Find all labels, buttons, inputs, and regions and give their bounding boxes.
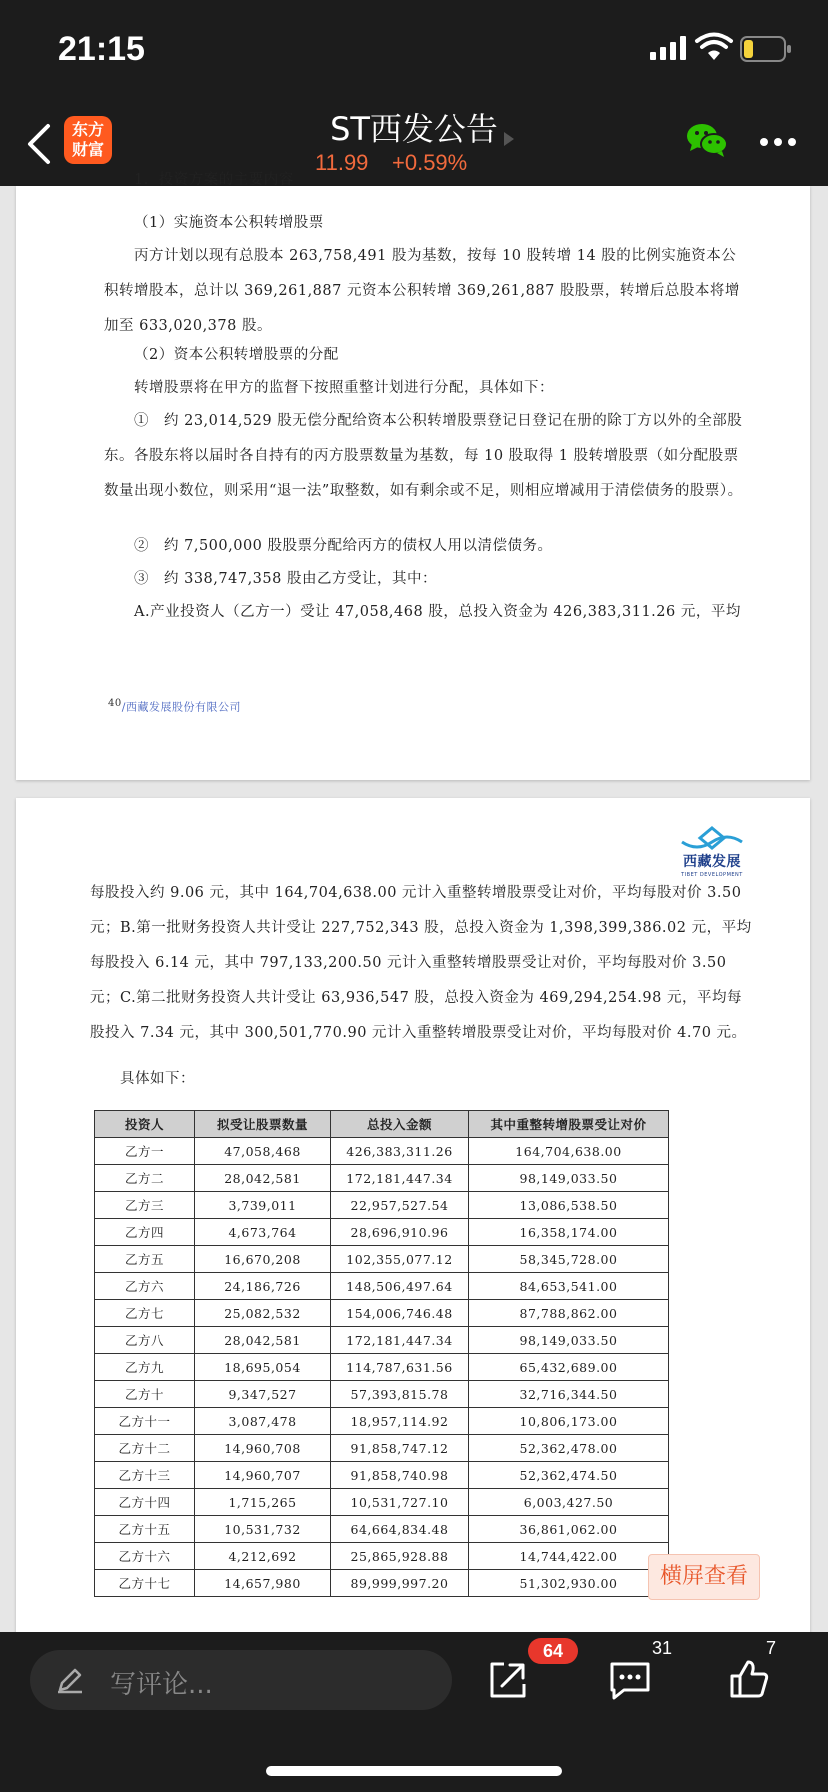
table-cell: 25,865,928.88 (331, 1543, 469, 1570)
heading-distribution: （2）资本公积转增股票的分配 (134, 347, 339, 363)
comment-input[interactable] (30, 1650, 452, 1710)
table-cell: 87,788,862.00 (469, 1300, 669, 1327)
table-row (95, 1516, 669, 1543)
table-row (95, 1192, 669, 1219)
section-heading-partial: 1．投资方案的主要内容 (134, 172, 294, 188)
table-cell: 65,432,689.00 (469, 1354, 669, 1381)
list-item-3: ③ 约 338,747,358 股由乙方受让，其中： (134, 571, 437, 587)
table-cell: 乙方十六 (95, 1543, 195, 1570)
status-time: 21:15 (58, 30, 145, 68)
table-cell: 28,042,581 (195, 1165, 331, 1192)
table-row (95, 1165, 669, 1192)
table-cell: 426,383,311.26 (331, 1138, 469, 1165)
home-indicator[interactable] (266, 1766, 562, 1776)
table-cell: 10,531,727.10 (331, 1489, 469, 1516)
header-shares: 拟受让股票数量 (195, 1111, 331, 1138)
play-triangle-icon[interactable] (502, 130, 516, 148)
paragraph-investors: 每股投入约 9.06 元，其中 164,704,638.00 元计入重整转增股票受让对价，平均每股对价 3.50 元；B.第一批财务投资人共计受让 227,752,343 股，总投入资金为 1,398,399,386.02 元，平均每股投入 6.14 元，其中 797,133,200.50 元计入重整转增股票受让对价，平均每股对价 3.50 元；C.第二批财务投资人共计受让 63,936,547 股，总投入资金为 469,294,254.98 元，平均每股投入 7.34 元，其中 300,501,770.90 元计入重整转增股票受让对价，平均每股对价 4.70 元。 (90, 885, 752, 1041)
page-number: 40 (108, 698, 122, 709)
table-row (95, 1327, 669, 1354)
table-cell: 乙方三 (95, 1192, 195, 1219)
table-cell: 乙方十三 (95, 1462, 195, 1489)
wechat-icon[interactable] (686, 122, 728, 158)
stock-change: +0.59% (392, 150, 468, 175)
table-cell: 6,003,427.50 (469, 1489, 669, 1516)
table-cell: 乙方十四 (95, 1489, 195, 1516)
table-cell: 52,362,478.00 (469, 1435, 669, 1462)
logo-line2: 财富 (71, 140, 104, 159)
table-cell: 22,957,527.54 (331, 1192, 469, 1219)
table-cell: 58,345,728.00 (469, 1246, 669, 1273)
table-row (95, 1408, 669, 1435)
table-cell: 10,806,173.00 (469, 1408, 669, 1435)
table-cell: 154,006,746.48 (331, 1300, 469, 1327)
battery-icon (740, 36, 792, 62)
table-row (95, 1462, 669, 1489)
table-cell: 84,653,541.00 (469, 1273, 669, 1300)
table-cell: 3,739,011 (195, 1192, 331, 1219)
table-cell: 148,506,497.64 (331, 1273, 469, 1300)
table-cell: 3,087,478 (195, 1408, 331, 1435)
table-cell: 52,362,474.50 (469, 1462, 669, 1489)
table-cell: 乙方九 (95, 1354, 195, 1381)
table-cell: 9,347,527 (195, 1381, 331, 1408)
table-body (95, 1138, 669, 1597)
header-investor: 投资人 (95, 1111, 195, 1138)
table-cell: 乙方十一 (95, 1408, 195, 1435)
table-cell: 89,999,997.20 (331, 1570, 469, 1597)
table-cell: 乙方七 (95, 1300, 195, 1327)
stock-title[interactable]: ST西发公告 (330, 110, 498, 148)
paragraph-capitalization: 丙方计划以现有总股本 263,758,491 股为基数，按每 10 股转增 14 股的比例实施资本公积转增股本，总计以 369,261,887 元资本公积转增 369,261,887 股股票，转增后总股本将增加至 633,020,378 股。 (104, 248, 740, 334)
table-header-row (95, 1111, 669, 1138)
paragraph-distribution: 转增股票将在甲方的监督下按照重整计划进行分配，具体如下： (134, 380, 554, 396)
share-count-badge: 64 (528, 1638, 578, 1664)
pencil-icon (56, 1666, 84, 1694)
status-bar (0, 0, 828, 100)
comment-placeholder: 写评论... (110, 1670, 213, 1700)
thumbs-up-icon[interactable] (728, 1658, 770, 1700)
nav-bar (0, 100, 828, 186)
table-cell: 16,670,208 (195, 1246, 331, 1273)
investor-table-wrapper (94, 1110, 669, 1597)
table-cell: 18,695,054 (195, 1354, 331, 1381)
more-options-icon[interactable] (758, 136, 798, 148)
table-cell: 14,960,707 (195, 1462, 331, 1489)
table-row (95, 1273, 669, 1300)
paragraph-details: 具体如下： (120, 1071, 195, 1087)
table-row (95, 1543, 669, 1570)
table-cell: 25,082,532 (195, 1300, 331, 1327)
table-row (95, 1489, 669, 1516)
table-cell: 乙方十二 (95, 1435, 195, 1462)
company-logo (672, 826, 752, 882)
table-cell: 乙方五 (95, 1246, 195, 1273)
table-cell: 98,149,033.50 (469, 1327, 669, 1354)
table-row (95, 1381, 669, 1408)
table-cell: 164,704,638.00 (469, 1138, 669, 1165)
table-cell: 28,696,910.96 (331, 1219, 469, 1246)
table-cell: 32,716,344.50 (469, 1381, 669, 1408)
table-cell: 172,181,447.34 (331, 1165, 469, 1192)
table-cell: 91,858,747.12 (331, 1435, 469, 1462)
table-cell: 14,744,422.00 (469, 1543, 669, 1570)
table-cell: 1,715,265 (195, 1489, 331, 1516)
table-cell: 乙方八 (95, 1327, 195, 1354)
document-viewer[interactable] (0, 172, 828, 1632)
bottom-bar (0, 1632, 828, 1792)
list-item-1: ① 约 23,014,529 股无偿分配给资本公积转增股票登记日登记在册的除丁方以外的全部股东。各股东将以届时各自持有的丙方股票数量为基数，每 10 股取得 1 股转增股票（如分配股票数量出现小数位，则采用“退一法”取整数，如有剩余或不足，则相应增减用于清偿债务的股票）。 (104, 413, 743, 499)
table-cell: 18,957,114.92 (331, 1408, 469, 1435)
table-cell: 14,657,980 (195, 1570, 331, 1597)
investor-table (94, 1110, 669, 1597)
table-cell: 乙方四 (95, 1219, 195, 1246)
table-cell: 172,181,447.34 (331, 1327, 469, 1354)
table-cell: 13,086,538.50 (469, 1192, 669, 1219)
table-row (95, 1354, 669, 1381)
table-cell: 乙方十五 (95, 1516, 195, 1543)
like-count: 7 (766, 1638, 777, 1658)
table-cell: 51,302,930.00 (469, 1570, 669, 1597)
table-row (95, 1138, 669, 1165)
table-cell: 乙方十 (95, 1381, 195, 1408)
list-item-2: ② 约 7,500,000 股股票分配给丙方的债权人用以清偿债务。 (134, 538, 553, 554)
landscape-view-button[interactable]: 横屏查看 (648, 1554, 760, 1600)
header-consideration: 其中重整转增股票受让对价 (469, 1111, 669, 1138)
share-icon[interactable] (488, 1660, 528, 1700)
table-cell: 102,355,077.12 (331, 1246, 469, 1273)
header-total-investment: 总投入金额 (331, 1111, 469, 1138)
table-cell: 4,212,692 (195, 1543, 331, 1570)
logo-line1: 东方 (71, 120, 104, 139)
table-cell: 4,673,764 (195, 1219, 331, 1246)
logo-name: 西藏发展 (683, 854, 741, 870)
comment-icon[interactable] (608, 1660, 652, 1700)
table-cell: 91,858,740.98 (331, 1462, 469, 1489)
table-cell: 24,186,726 (195, 1273, 331, 1300)
table-row (95, 1219, 669, 1246)
table-row (95, 1570, 669, 1597)
table-cell: 114,787,631.56 (331, 1354, 469, 1381)
comment-count: 31 (652, 1638, 673, 1658)
table-cell: 14,960,708 (195, 1435, 331, 1462)
table-cell: 36,861,062.00 (469, 1516, 669, 1543)
stock-price: 11.99 (315, 150, 369, 175)
table-cell: 10,531,732 (195, 1516, 331, 1543)
table-cell: 28,042,581 (195, 1327, 331, 1354)
logo-en: TIBET DEVELOPMENT (681, 872, 743, 878)
page-footer (108, 698, 241, 715)
table-row (95, 1435, 669, 1462)
table-cell: 乙方二 (95, 1165, 195, 1192)
table-cell: 乙方十七 (95, 1570, 195, 1597)
heading-capitalization: （1）实施资本公积转增股票 (134, 215, 324, 231)
cellular-signal-icon (650, 36, 690, 60)
document-page-40 (16, 172, 810, 780)
table-cell: 57,393,815.78 (331, 1381, 469, 1408)
table-cell: 47,058,468 (195, 1138, 331, 1165)
footer-company: /西藏发展股份有限公司 (121, 700, 241, 714)
table-cell: 64,664,834.48 (331, 1516, 469, 1543)
table-row (95, 1246, 669, 1273)
table-cell: 98,149,033.50 (469, 1165, 669, 1192)
table-row (95, 1300, 669, 1327)
table-cell: 16,358,174.00 (469, 1219, 669, 1246)
table-cell: 乙方六 (95, 1273, 195, 1300)
list-item-3a: A.产业投资人（乙方一）受让 47,058,468 股，总投入资金为 426,383,311.26 元，平均 (134, 604, 741, 620)
table-cell: 乙方一 (95, 1138, 195, 1165)
wifi-icon (696, 34, 732, 62)
